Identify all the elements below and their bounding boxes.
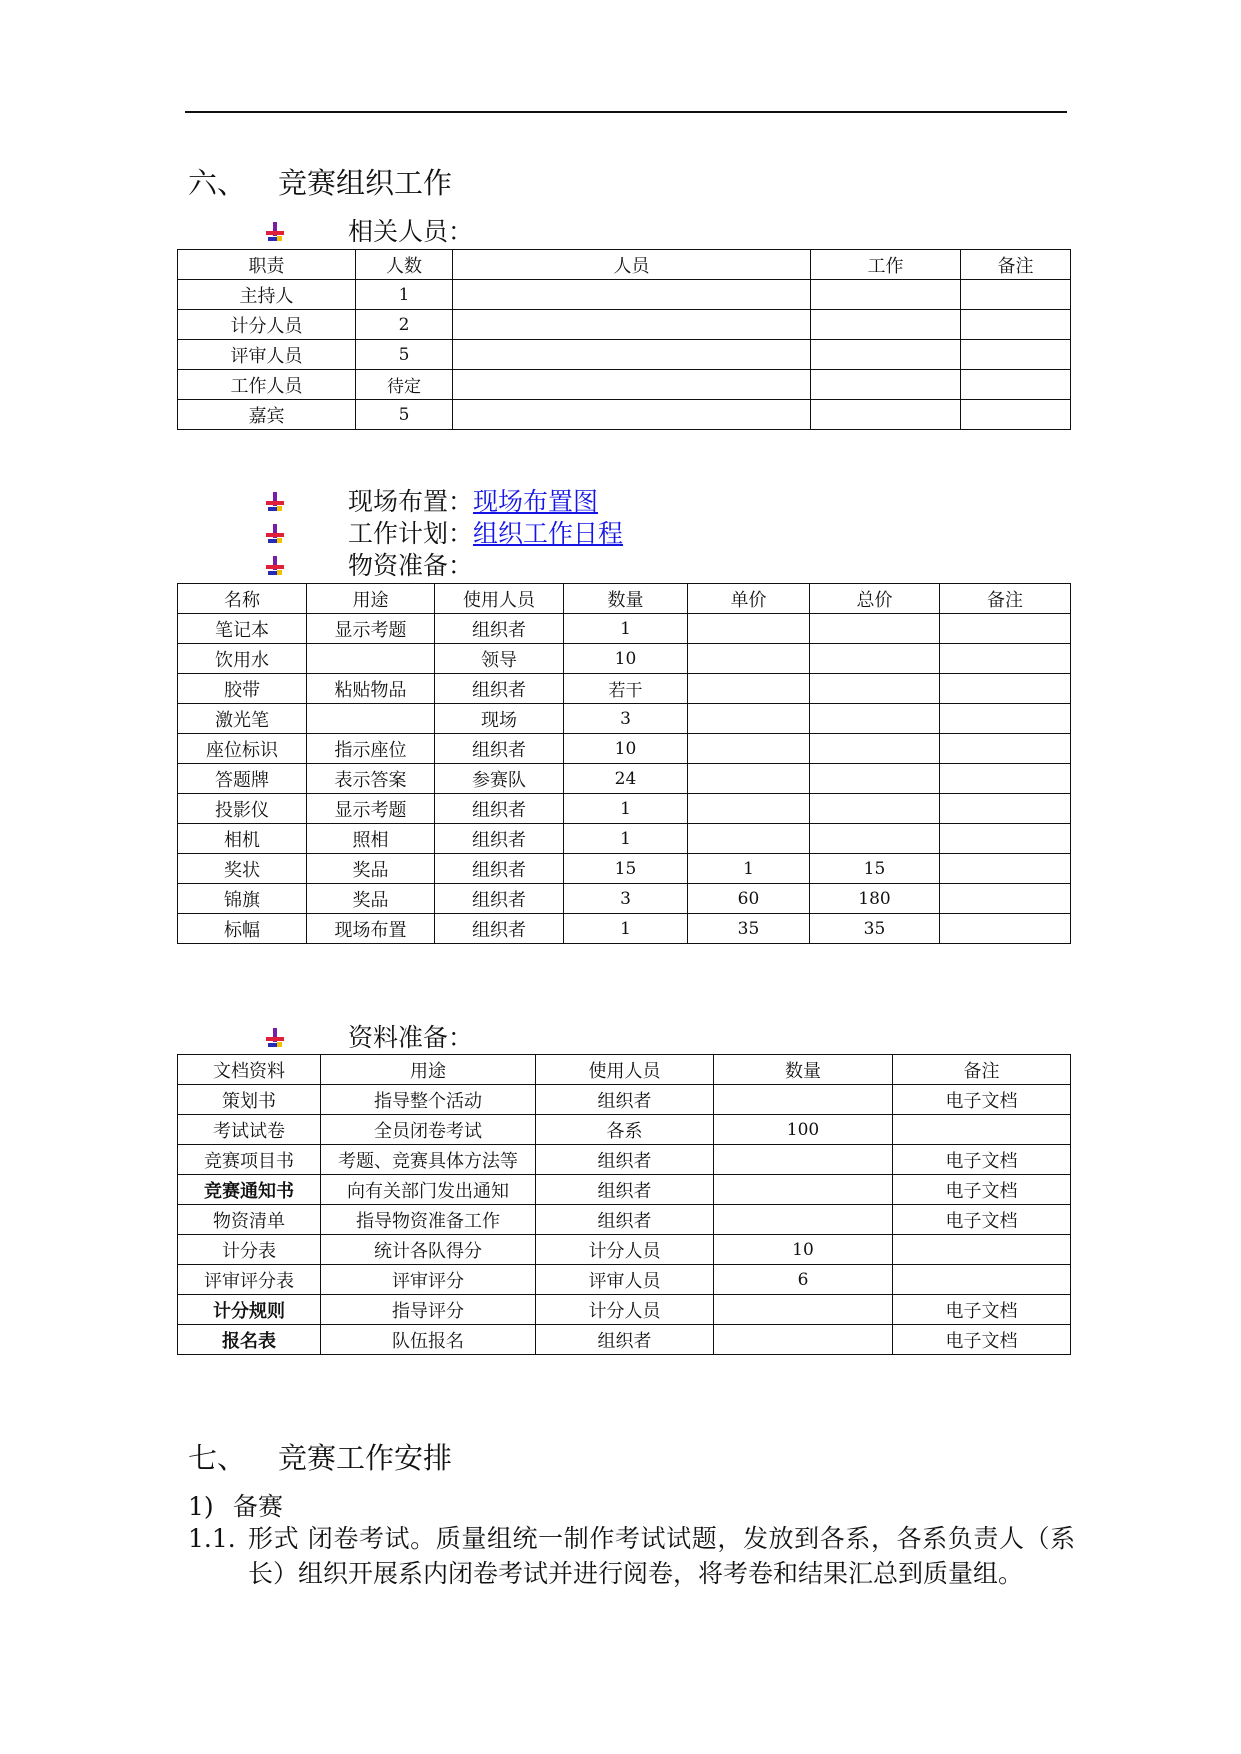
table-row (178, 340, 1071, 370)
table-cell: 组织者 (536, 1085, 714, 1115)
table-cell (688, 734, 810, 764)
table-cell: 考题、竞赛具体方法等 (321, 1145, 536, 1175)
table-cell (453, 340, 811, 370)
table-cell (811, 280, 961, 310)
table-cell: 组织者 (435, 674, 564, 704)
table-cell: 评审人员 (178, 340, 356, 370)
table-cell: 报名表 (178, 1325, 321, 1355)
table-cell (893, 1115, 1071, 1145)
table-cell: 现场布置 (307, 914, 435, 944)
column-header: 数量 (564, 584, 688, 614)
table-cell: 1 (564, 614, 688, 644)
table-cell (940, 674, 1071, 704)
table-cell: 评审评分表 (178, 1265, 321, 1295)
table-cell: 指示座位 (307, 734, 435, 764)
table-cell: 35 (688, 914, 810, 944)
table-cell: 15 (810, 854, 940, 884)
table-cell: 1 (356, 280, 453, 310)
table-row (178, 1265, 1071, 1295)
column-header: 人数 (356, 250, 453, 280)
table-cell: 工作人员 (178, 370, 356, 400)
table-cell (810, 824, 940, 854)
table-cell: 5 (356, 340, 453, 370)
table-row (178, 280, 1071, 310)
bullet-label: 资料准备： (348, 1023, 474, 1052)
table-cell (940, 794, 1071, 824)
table-cell: 1 (688, 854, 810, 884)
table-cell (714, 1145, 893, 1175)
table-cell (961, 280, 1071, 310)
table-cell (688, 824, 810, 854)
column-header: 总价 (810, 584, 940, 614)
table-cell: 组织者 (435, 914, 564, 944)
table-cell: 1 (564, 824, 688, 854)
table-cell (688, 764, 810, 794)
table-cell (810, 734, 940, 764)
table-cell (811, 370, 961, 400)
table-row (178, 1205, 1071, 1235)
table-cell: 指导评分 (321, 1295, 536, 1325)
section-number: 七、 (188, 1441, 247, 1475)
column-header: 数量 (714, 1055, 893, 1085)
table-cell: 计分表 (178, 1235, 321, 1265)
table-cell: 策划书 (178, 1085, 321, 1115)
table-cell: 组织者 (435, 734, 564, 764)
table-cell: 奖品 (307, 854, 435, 884)
table-cell (940, 734, 1071, 764)
table-row (178, 1325, 1071, 1355)
table-row (178, 734, 1071, 764)
table-cell (811, 310, 961, 340)
prep-heading (188, 1490, 283, 1524)
section-heading-6 (188, 165, 452, 201)
section-heading-7 (188, 1440, 452, 1476)
bullet-personnel (265, 216, 473, 248)
table-cell: 统计各队得分 (321, 1235, 536, 1265)
table-cell: 电子文档 (893, 1175, 1071, 1205)
column-header: 职责 (178, 250, 356, 280)
table-cell (688, 644, 810, 674)
table-cell: 竞赛项目书 (178, 1145, 321, 1175)
table-cell: 计分人员 (178, 310, 356, 340)
table-cell: 35 (810, 914, 940, 944)
prep-title: 备赛 (233, 1492, 284, 1521)
table-cell (811, 400, 961, 430)
table-cell: 24 (564, 764, 688, 794)
table-cell: 相机 (178, 824, 307, 854)
table-cell: 奖品 (307, 884, 435, 914)
table-row (178, 644, 1071, 674)
table-row (178, 614, 1071, 644)
table-cell: 参赛队 (435, 764, 564, 794)
table-header-row (178, 250, 1071, 280)
table-row (178, 1175, 1071, 1205)
table-cell (714, 1085, 893, 1115)
table-row (178, 884, 1071, 914)
table-cell (453, 280, 811, 310)
table-cell: 组织者 (435, 854, 564, 884)
table-cell: 1 (564, 914, 688, 944)
header-rule (185, 111, 1067, 113)
bullet-label: 工作计划： (348, 519, 474, 548)
bullet-documents (265, 1022, 473, 1054)
table-cell: 组织者 (435, 794, 564, 824)
table-cell: 2 (356, 310, 453, 340)
table-cell: 电子文档 (893, 1205, 1071, 1235)
table-cell: 组织者 (536, 1205, 714, 1235)
bullet-label: 物资准备： (348, 551, 474, 580)
table-cell (810, 674, 940, 704)
table-cell: 3 (564, 704, 688, 734)
bullet-plan (265, 518, 623, 550)
table-cell: 6 (714, 1265, 893, 1295)
table-row (178, 1145, 1071, 1175)
table-row (178, 704, 1071, 734)
table-row (178, 1295, 1071, 1325)
bullet-icon (265, 490, 287, 514)
table-cell: 标幅 (178, 914, 307, 944)
table-cell: 主持人 (178, 280, 356, 310)
table-cell: 竞赛通知书 (178, 1175, 321, 1205)
table-cell (688, 794, 810, 824)
table-cell (714, 1295, 893, 1325)
table-cell (307, 704, 435, 734)
table-cell: 180 (810, 884, 940, 914)
table-cell (940, 824, 1071, 854)
table-cell (453, 370, 811, 400)
personnel-table (177, 249, 1071, 430)
table-cell: 笔记本 (178, 614, 307, 644)
table-cell: 表示答案 (307, 764, 435, 794)
table-cell (961, 400, 1071, 430)
table-row (178, 370, 1071, 400)
column-header: 单价 (688, 584, 810, 614)
table-cell (688, 674, 810, 704)
table-cell: 5 (356, 400, 453, 430)
bullet-icon (265, 554, 287, 578)
table-row (178, 824, 1071, 854)
column-header: 备注 (893, 1055, 1071, 1085)
table-cell: 10 (564, 734, 688, 764)
table-row (178, 400, 1071, 430)
table-row (178, 854, 1071, 884)
table-row (178, 764, 1071, 794)
table-row (178, 1085, 1071, 1115)
item-marker: 1.1. (188, 1524, 236, 1553)
item-1-1-cont (248, 1557, 1023, 1591)
section-title: 竞赛工作安排 (278, 1441, 453, 1475)
table-cell: 组织者 (435, 884, 564, 914)
bullet-label: 相关人员： (348, 217, 474, 246)
table-cell (714, 1205, 893, 1235)
table-cell: 组织者 (536, 1175, 714, 1205)
table-header-row (178, 1055, 1071, 1085)
table-cell (307, 644, 435, 674)
table-cell (940, 614, 1071, 644)
column-header: 用途 (307, 584, 435, 614)
layout-diagram-link[interactable]: 现场布置图 (473, 487, 599, 516)
table-cell: 指导物资准备工作 (321, 1205, 536, 1235)
table-cell: 座位标识 (178, 734, 307, 764)
table-cell (961, 310, 1071, 340)
table-cell: 10 (714, 1235, 893, 1265)
table-cell: 组织者 (435, 824, 564, 854)
table-cell (940, 914, 1071, 944)
table-cell: 待定 (356, 370, 453, 400)
table-cell: 电子文档 (893, 1085, 1071, 1115)
documents-table (177, 1054, 1071, 1355)
table-cell: 奖状 (178, 854, 307, 884)
table-cell (714, 1175, 893, 1205)
table-cell: 15 (564, 854, 688, 884)
table-cell: 电子文档 (893, 1145, 1071, 1175)
table-cell (688, 614, 810, 644)
table-cell: 10 (564, 644, 688, 674)
table-cell: 胶带 (178, 674, 307, 704)
table-row (178, 1115, 1071, 1145)
table-cell: 领导 (435, 644, 564, 674)
table-cell: 100 (714, 1115, 893, 1145)
table-cell: 照相 (307, 824, 435, 854)
column-header: 用途 (321, 1055, 536, 1085)
column-header: 工作 (811, 250, 961, 280)
section-title: 竞赛组织工作 (278, 166, 453, 200)
table-cell: 组织者 (435, 614, 564, 644)
table-cell (811, 340, 961, 370)
table-row (178, 1235, 1071, 1265)
table-cell (714, 1325, 893, 1355)
table-cell: 嘉宾 (178, 400, 356, 430)
item-line-2: 长）组织开展系内闭卷考试并进行阅卷，将考卷和结果汇总到质量组。 (248, 1559, 1024, 1588)
prep-marker: 1) (188, 1492, 214, 1521)
table-cell (453, 310, 811, 340)
table-cell (810, 614, 940, 644)
table-row (178, 914, 1071, 944)
bullet-icon (265, 220, 287, 244)
table-cell (810, 794, 940, 824)
table-cell: 全员闭卷考试 (321, 1115, 536, 1145)
table-cell: 电子文档 (893, 1325, 1071, 1355)
section-number: 六、 (188, 166, 247, 200)
table-cell: 向有关部门发出通知 (321, 1175, 536, 1205)
table-cell: 考试试卷 (178, 1115, 321, 1145)
table-cell: 现场 (435, 704, 564, 734)
table-cell (961, 340, 1071, 370)
table-cell: 60 (688, 884, 810, 914)
table-cell: 各系 (536, 1115, 714, 1145)
table-cell (810, 764, 940, 794)
table-cell: 粘贴物品 (307, 674, 435, 704)
table-row (178, 674, 1071, 704)
table-cell (961, 370, 1071, 400)
column-header: 使用人员 (536, 1055, 714, 1085)
column-header: 使用人员 (435, 584, 564, 614)
table-header-row (178, 584, 1071, 614)
bullet-icon (265, 522, 287, 546)
table-cell: 显示考题 (307, 614, 435, 644)
table-cell (453, 400, 811, 430)
column-header: 备注 (940, 584, 1071, 614)
table-cell (940, 704, 1071, 734)
bullet-materials (265, 550, 473, 582)
table-cell: 锦旗 (178, 884, 307, 914)
table-cell: 显示考题 (307, 794, 435, 824)
table-row (178, 794, 1071, 824)
table-cell (940, 884, 1071, 914)
table-cell: 计分人员 (536, 1235, 714, 1265)
table-row (178, 310, 1071, 340)
table-cell (688, 704, 810, 734)
column-header: 备注 (961, 250, 1071, 280)
table-cell: 组织者 (536, 1325, 714, 1355)
table-cell: 评审人员 (536, 1265, 714, 1295)
table-cell (810, 644, 940, 674)
bullet-icon (265, 1026, 287, 1050)
table-cell (940, 854, 1071, 884)
table-cell: 组织者 (536, 1145, 714, 1175)
table-cell: 投影仪 (178, 794, 307, 824)
table-cell (940, 764, 1071, 794)
table-cell: 饮用水 (178, 644, 307, 674)
table-cell: 评审评分 (321, 1265, 536, 1295)
column-header: 文档资料 (178, 1055, 321, 1085)
table-cell: 物资清单 (178, 1205, 321, 1235)
table-cell: 激光笔 (178, 704, 307, 734)
table-cell: 电子文档 (893, 1295, 1071, 1325)
table-cell: 计分人员 (536, 1295, 714, 1325)
table-cell: 3 (564, 884, 688, 914)
column-header: 名称 (178, 584, 307, 614)
column-header: 人员 (453, 250, 811, 280)
table-cell (893, 1265, 1071, 1295)
table-cell: 若干 (564, 674, 688, 704)
table-cell (940, 644, 1071, 674)
materials-table (177, 583, 1071, 944)
bullet-label: 现场布置： (348, 487, 474, 516)
schedule-link[interactable]: 组织工作日程 (473, 519, 624, 548)
table-cell: 1 (564, 794, 688, 824)
table-cell: 指导整个活动 (321, 1085, 536, 1115)
bullet-layout (265, 486, 598, 518)
table-cell (893, 1235, 1071, 1265)
item-line-1: 形式 闭卷考试。质量组统一制作考试试题，发放到各系，各系负责人（系 (248, 1524, 1076, 1553)
table-cell: 计分规则 (178, 1295, 321, 1325)
table-cell (810, 704, 940, 734)
table-cell: 答题牌 (178, 764, 307, 794)
table-cell: 队伍报名 (321, 1325, 536, 1355)
item-1-1 (188, 1522, 1076, 1556)
